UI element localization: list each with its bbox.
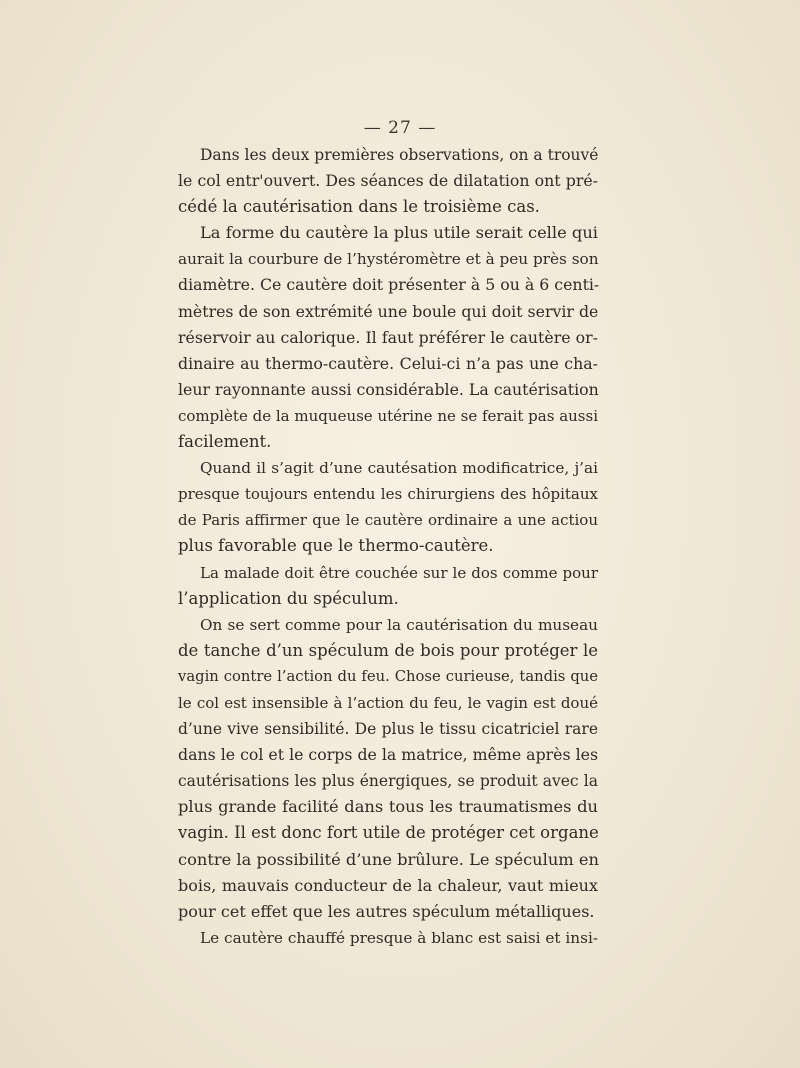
text-line: plus favorable que le thermo-cautère. (178, 536, 494, 556)
text-line: Quand il s’agit d’une cautésation modificatrice, j’ai (200, 459, 598, 478)
text-line: Le cautère chauffé presque à blanc est saisi et insi- (200, 928, 598, 947)
text-line: cautérisations les plus énergiques, se produit avec la (178, 772, 598, 791)
text-line: presque toujours entendu les chirurgiens des hôpitaux (178, 485, 598, 504)
text-line: aurait la courbure de l’hystéromètre et à peu près son (178, 250, 599, 269)
text-line: de tanche d’un spéculum de bois pour protéger le (178, 640, 598, 660)
text-line: mètres de son extrémité une boule qui doit servir de (178, 301, 599, 321)
text-line: diamètre. Ce cautère doit présenter à 5 ou à 6 centi- (178, 275, 600, 295)
text-line: La malade doit être couchée sur le dos comme pour (200, 563, 598, 582)
text-line: plus grande facilité dans tous les traumatismes du (178, 797, 598, 817)
text-line: cédé la cautérisation dans le troisième cas. (178, 197, 540, 217)
text-line: vagin contre l’action du feu. Chose curieuse, tandis que (178, 667, 598, 685)
text-line: dinaire au thermo-cautère. Celui-ci n’a pas une cha- (178, 353, 598, 373)
text-line: contre la possibilité d’une brûlure. Le spéculum en (178, 849, 599, 869)
text-line: d’une vive sensibilité. De plus le tissu cicatriciel rare (178, 720, 598, 739)
page-number: — 27 — (363, 118, 437, 138)
text-line: On se sert comme pour la cautérisation du museau (200, 615, 598, 634)
text-line: le col est insensible à l’action du feu, le vagin est doué (178, 693, 598, 712)
text-line: leur rayonnante aussi considérable. La cautérisation (178, 379, 599, 399)
text-line: de Paris affirmer que le cautère ordinaire a une actiou (178, 511, 598, 530)
text-line: Dans les deux premières observations, on a trouvé (200, 146, 599, 164)
text-line: vagin. Il est donc fort utile de protéger cet organe (178, 823, 599, 843)
text-line: bois, mauvais conducteur de la chaleur, vaut mieux (178, 875, 598, 895)
text-line: réservoir au calorique. Il faut préférer le cautère or- (178, 327, 598, 347)
text-line: dans le col et le corps de la matrice, même après les (178, 745, 599, 765)
text-line: le col entr'ouvert. Des séances de dilatation ont pré- (178, 171, 598, 191)
text-line: facilement. (178, 432, 272, 452)
text-line: complète de la muqueuse utérine ne se ferait pas aussi (178, 406, 598, 425)
text-line: pour cet effet que les autres spéculum métalliques. (178, 901, 595, 921)
body-text (178, 142, 598, 951)
text-line: l’application du spéculum. (178, 588, 399, 608)
text-line: La forme du cautère la plus utile serait celle qui (200, 223, 598, 243)
